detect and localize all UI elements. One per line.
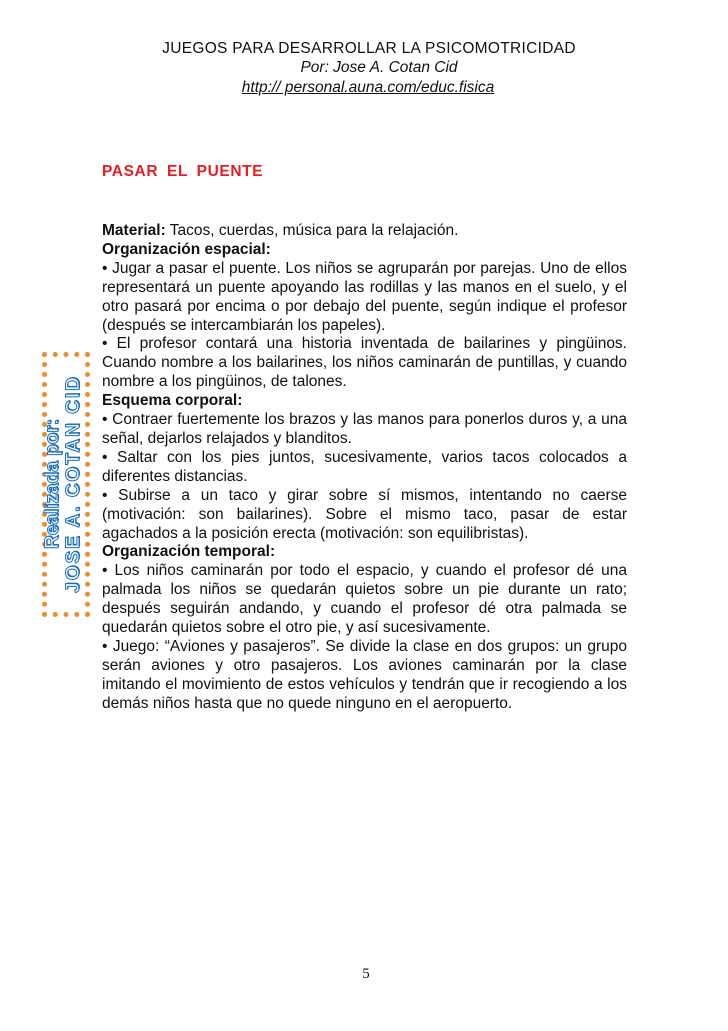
esquema-heading: Esquema corporal: (102, 392, 243, 410)
author-url[interactable]: http:// personal.auna.com/educ.fisica (241, 79, 495, 96)
stamp-line-1: Realizada por: (42, 419, 63, 549)
esquema-item: • Subirse a un taco y girar sobre sí mismos, intentando no caerse (motivación: son bailarines). Sobre el mismo taco, pasar de estar agachados a la posición erecta (motivación: son equilibristas). (102, 486, 627, 542)
esquema-item: • Saltar con los pies juntos, sucesivamente, varios tacos colocados a diferentes distancias. (102, 448, 627, 485)
author-line: Por: Jose A. Cotan Cid (300, 59, 458, 76)
org-espacial-heading: Organización espacial: (102, 240, 271, 258)
author-stamp (42, 352, 90, 617)
document-body (102, 222, 627, 714)
document-header (0, 40, 728, 98)
material-text: Tacos, cuerdas, música para la relajación. (165, 222, 459, 239)
esquema-item: • Contraer fuertemente los brazos y las manos para ponerlos duros y, a una señal, dejarlos relajados y blanditos. (102, 411, 627, 447)
section-title: PASAR EL PUENTE (102, 163, 264, 180)
stamp-line-2: JOSE A. COTAN CID (63, 375, 84, 593)
org-temporal-item: • Los niños caminarán por todo el espacio, y cuando el profesor dé una palmada los niños se quedarán quietos sobre un pie durante un rato; después seguirán andando, y cuando el profesor dé otra palmada se quedarán quietos sobre el otro pie, y así sucesivamente. (102, 562, 627, 637)
org-espacial-item: • Jugar a pasar el puente. Los niños se agruparán por parejas. Uno de ellos representará un puente apoyando las rodillas y las manos en el suelo, y el otro pasará por encima o por debajo del puente, según indique el profesor (después se intercambiarán los papeles). (102, 259, 627, 334)
org-temporal-heading: Organización temporal: (102, 543, 276, 561)
material-label: Material: (102, 222, 166, 239)
page-number: 5 (362, 966, 370, 982)
org-temporal-item: • Juego: “Aviones y pasajeros”. Se divide la clase en dos grupos: un grupo serán aviones y otro pasajeros. Los aviones caminarán por la clase imitando el movimiento de estos vehículos y tendrán que ir recogiendo a los demás niños hasta que no quede ninguno en el aeropuerto. (102, 637, 627, 712)
document-title: JUEGOS PARA DESARROLLAR LA PSICOMOTRICIDAD (162, 40, 576, 57)
material-paragraph (102, 222, 627, 241)
org-espacial-item: • El profesor contará una historia inventada de bailarines y pingüinos. Cuando nombre a los bailarines, los niños caminarán de puntillas, y cuando nombre a los pingüinos, de talones. (102, 335, 627, 391)
